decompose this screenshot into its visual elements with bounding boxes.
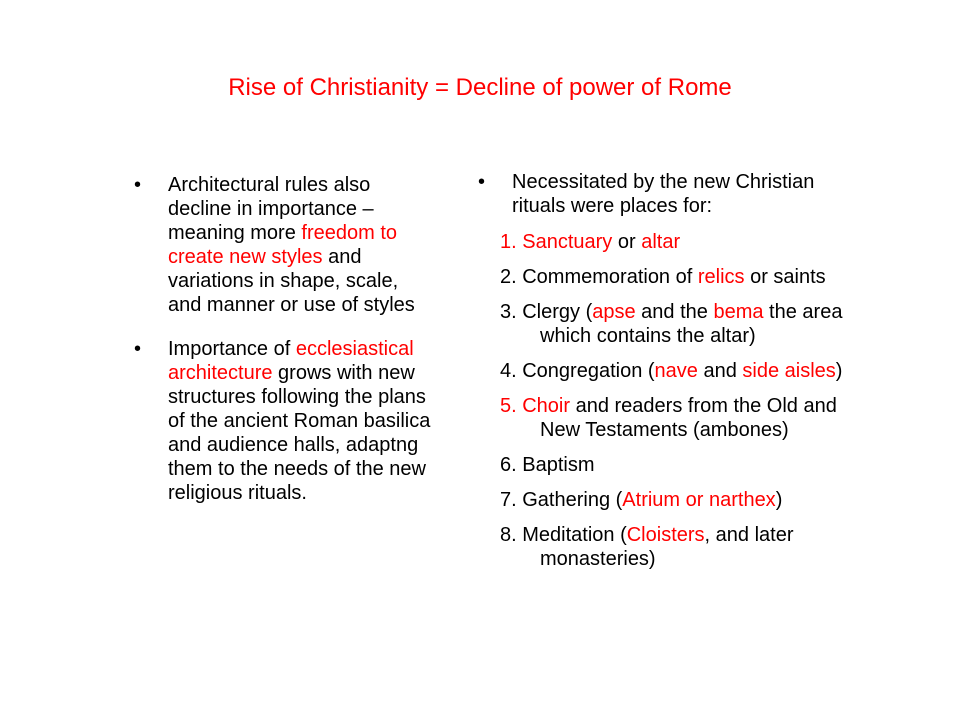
highlight-segment: Cloisters xyxy=(626,524,705,546)
highlight-segment: bema xyxy=(713,301,764,323)
bullet-icon: • xyxy=(134,174,142,196)
left-bullet-text xyxy=(168,338,430,504)
text-segment: or saints xyxy=(744,266,826,288)
left-column xyxy=(128,173,433,505)
text-segment: or xyxy=(612,231,642,253)
text-segment: and readers from the Old and New Testaments (ambones) xyxy=(540,395,837,441)
text-segment: the area which contains the altar) xyxy=(540,301,843,347)
text-segment: Importance of xyxy=(168,338,296,360)
highlight-segment: 1. Sanctuary xyxy=(500,231,613,253)
highlight-segment: relics xyxy=(697,266,745,288)
highlight-segment: side aisles xyxy=(742,360,836,382)
text-segment: and xyxy=(697,360,743,382)
left-bullet-list xyxy=(128,173,433,505)
highlight-segment: ecclesiastical architecture xyxy=(168,338,414,384)
text-segment: , and later monasteries) xyxy=(540,524,794,570)
right-bullet-list xyxy=(472,170,857,218)
numbered-list xyxy=(472,230,857,571)
numbered-item xyxy=(472,300,857,348)
text-segment: and variations in shape, scale, and manner or use of styles xyxy=(168,246,415,316)
numbered-item xyxy=(472,230,857,254)
highlight-segment: 5. Choir xyxy=(500,395,571,417)
left-bullet-item xyxy=(128,337,433,505)
numbered-item xyxy=(472,453,857,477)
bullet-icon: • xyxy=(134,338,142,360)
slide-title: Rise of Christianity = Decline of power of Rome xyxy=(228,74,732,101)
highlight-segment: freedom to create new styles xyxy=(168,222,398,268)
right-column xyxy=(472,170,857,571)
numbered-item xyxy=(472,394,857,442)
text-segment: 8. Meditation ( xyxy=(500,524,627,546)
text-segment: 7. Gathering ( xyxy=(500,489,623,511)
numbered-item xyxy=(472,265,857,289)
numbered-item xyxy=(472,488,857,512)
text-segment: ) xyxy=(835,360,843,382)
left-bullet-item xyxy=(128,173,433,317)
right-intro-text: Necessitated by the new Christian rituals were places for: xyxy=(512,171,815,217)
text-segment: 4. Congregation ( xyxy=(500,360,655,382)
numbered-item xyxy=(472,523,857,571)
highlight-segment: apse xyxy=(592,301,636,323)
bullet-icon: • xyxy=(478,171,486,193)
text-segment: Architectural rules also decline in importance – meaning more xyxy=(168,174,374,244)
numbered-item xyxy=(472,359,857,383)
text-segment: 3. Clergy ( xyxy=(500,301,593,323)
text-segment: 2. Commemoration of xyxy=(500,266,698,288)
text-segment: 6. Baptism xyxy=(500,454,595,476)
highlight-segment: altar xyxy=(641,231,681,253)
text-segment: and the xyxy=(635,301,714,323)
left-bullet-text xyxy=(168,174,415,316)
text-segment: ) xyxy=(775,489,783,511)
highlight-segment: Atrium or narthex xyxy=(622,489,776,511)
right-bullet-item xyxy=(472,170,857,218)
highlight-segment: nave xyxy=(654,360,698,382)
text-segment: grows with new structures following the plans of the ancient Roman basilica and audience halls, adaptng them to the needs of the new religious rituals. xyxy=(168,362,431,504)
